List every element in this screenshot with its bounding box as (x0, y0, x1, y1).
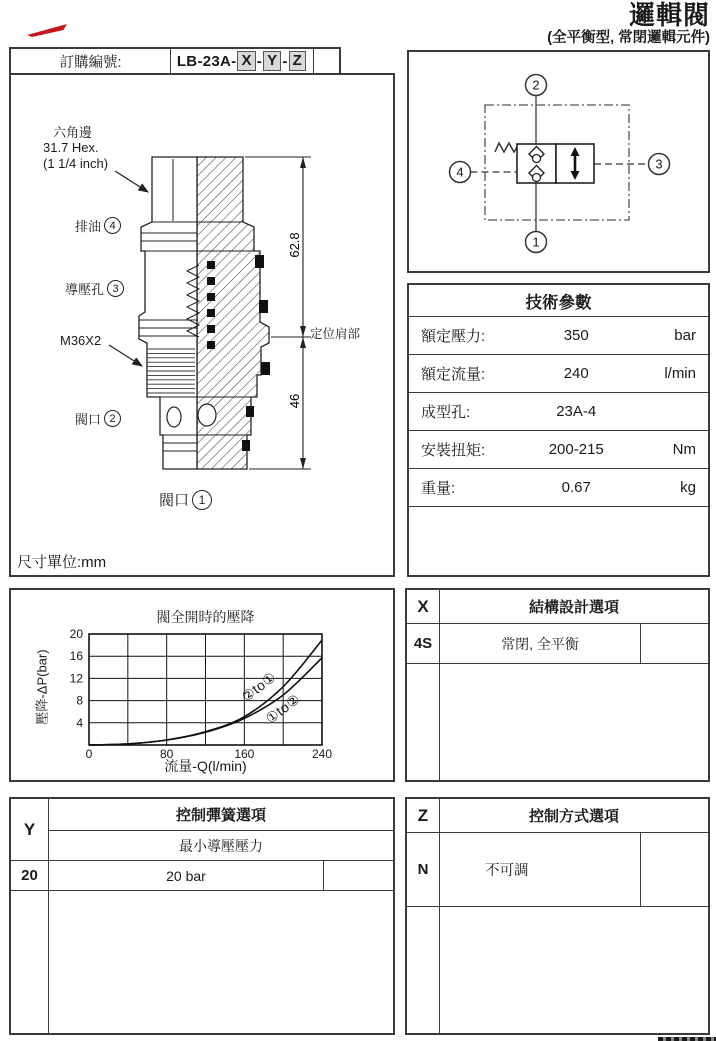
hydraulic-symbol-drawing (409, 52, 708, 271)
order-code-x: X (237, 51, 255, 70)
locating-shoulder-label: 定位肩部 (310, 327, 361, 341)
table-row: 額定流量: 240 l/min (409, 355, 708, 393)
dimension-unit-note: 尺寸單位:mm (17, 554, 107, 571)
page-title: 邏輯閥 (628, 0, 710, 30)
hydraulic-symbol-panel (407, 50, 710, 273)
cropped-footer-artifact (658, 1037, 716, 1041)
table-row: 20 20 bar (11, 861, 393, 891)
table-row: 額定壓力: 350 bar (409, 317, 708, 355)
option-y-subtitle: 最小導壓壓力 (179, 837, 263, 854)
option-z-code: Z (407, 799, 440, 832)
svg-text:20: 20 (69, 627, 83, 641)
symbol-port-4: 4 (456, 164, 464, 180)
dim-62-8-label: 62.8 (287, 232, 302, 258)
chart-title: 閥全開時的壓降 (156, 609, 255, 625)
title-block (547, 1, 710, 46)
table-row: N 不可調 (407, 833, 708, 907)
hex-size-label: 六角邊 31.7 Hex. (1 1/4 inch) (43, 125, 109, 171)
svg-text:0: 0 (85, 747, 93, 761)
tech-table-empty-area (409, 507, 708, 575)
tech-table-title: 技術參數 (409, 285, 708, 317)
page-subtitle: (全平衡型, 常閉邏輯元件) (547, 30, 710, 47)
dim-46-label: 46 (287, 393, 302, 409)
option-y-title: 控制彈簧選項 (49, 799, 393, 831)
curve-label-2to1: ②to① (238, 668, 279, 705)
order-code: LB-23A- X - Y - Z (171, 49, 314, 73)
thread-label: M36X2 (60, 333, 102, 348)
chart-x-axis-label: 流量-Q(l/min) (164, 758, 247, 774)
table-row: 安裝扭矩: 200-215 Nm (409, 431, 708, 469)
svg-text:16: 16 (69, 649, 83, 664)
chart-y-axis-label: 壓降-ΔP(bar) (34, 649, 50, 725)
option-y-panel (9, 797, 395, 1035)
port-1-circle: 1 (192, 490, 212, 510)
port-4-circle: 4 (104, 217, 121, 234)
pilot-port-label: 導壓孔 3 (65, 279, 124, 298)
drain-port-label: 排油 4 (75, 216, 121, 235)
option-z-title: 控制方式選項 (528, 808, 619, 825)
brand-logo-icon (27, 24, 67, 38)
option-x-code: X (407, 590, 440, 623)
svg-text:240: 240 (311, 747, 333, 761)
symbol-port-2: 2 (532, 77, 540, 93)
svg-text:8: 8 (76, 693, 83, 708)
symbol-port-1: 1 (532, 234, 540, 250)
port-3-circle: 3 (107, 280, 124, 297)
svg-text:80: 80 (159, 747, 174, 761)
table-row: 成型孔: 23A-4 (409, 393, 708, 431)
valve-port-1-label: 閥口 1 (159, 489, 212, 510)
curve-label-1to2: ①to② (262, 690, 303, 727)
order-number-label: 訂購編號: (11, 49, 171, 73)
svg-text:4: 4 (76, 715, 83, 730)
order-code-z: Z (289, 51, 306, 70)
table-row: 重量: 0.67 kg (409, 469, 708, 507)
order-empty-cell (314, 49, 339, 73)
table-row: 4S 常閉, 全平衡 (407, 624, 708, 664)
option-y-code: Y (11, 799, 49, 860)
svg-text:12: 12 (69, 671, 83, 686)
option-z-panel (405, 797, 710, 1035)
valve-drawing-panel (9, 73, 395, 577)
option-x-panel (405, 588, 710, 782)
option-x-title: 結構設計選項 (528, 599, 619, 616)
order-code-y: Y (263, 51, 281, 70)
svg-text:160: 160 (234, 747, 255, 761)
valve-port-2-label: 閥口 2 (75, 409, 121, 428)
symbol-port-3: 3 (655, 156, 663, 172)
tech-parameters-table (407, 283, 710, 577)
port-2-circle: 2 (104, 410, 121, 427)
order-number-table (9, 47, 341, 75)
pressure-drop-chart-panel (9, 588, 395, 782)
order-code-prefix: LB-23A- (176, 52, 237, 70)
